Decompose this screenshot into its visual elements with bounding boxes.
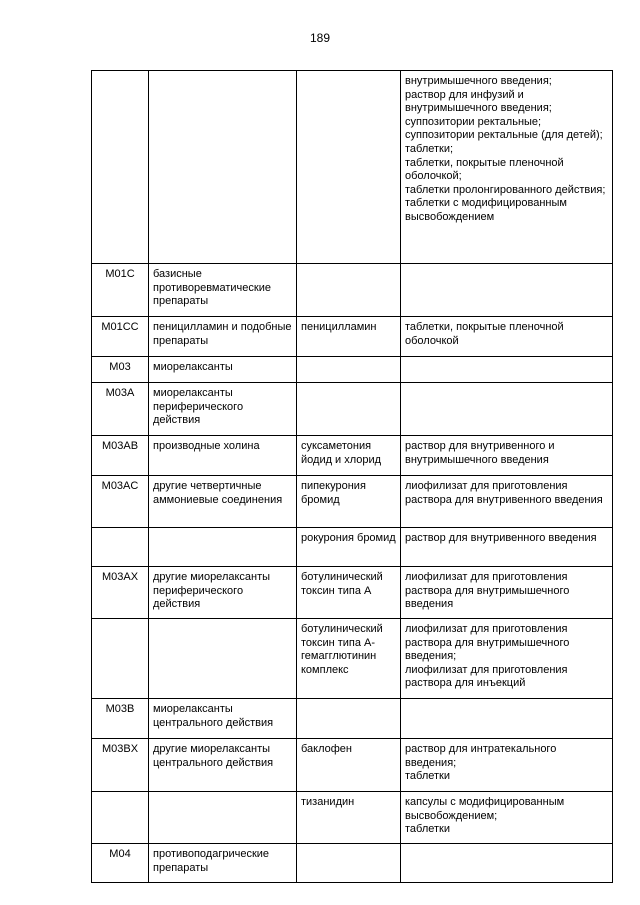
- drug-name-cell: тизанидин: [297, 792, 401, 844]
- pharmacological-group-cell: другие миорелаксанты центрального действия: [149, 739, 297, 792]
- table-row: [92, 699, 613, 739]
- atc-code-cell: M01CC: [92, 317, 149, 357]
- pharmacological-group-cell: другие четвертичные аммониевые соединения: [149, 476, 297, 528]
- atc-code-cell: M03: [92, 357, 149, 383]
- pharmacological-group-cell: другие миорелаксанты периферического действия: [149, 567, 297, 619]
- table-row: [92, 383, 613, 436]
- pharmacological-group-cell: миорелаксанты периферического действия: [149, 383, 297, 436]
- dosage-form-cell: лиофилизат для приготовления раствора для внутривенного введения: [401, 476, 613, 528]
- atc-code-cell: M01C: [92, 264, 149, 317]
- pharmacological-group-cell: [149, 71, 297, 264]
- table-row: [92, 71, 613, 264]
- atc-code-cell: [92, 619, 149, 699]
- dosage-form-cell: [401, 264, 613, 317]
- drug-name-cell: баклофен: [297, 739, 401, 792]
- pharmacological-group-cell: [149, 619, 297, 699]
- table-row: [92, 792, 613, 844]
- table-row: [92, 317, 613, 357]
- table-row: [92, 619, 613, 699]
- table-row: [92, 528, 613, 567]
- pharmacological-group-cell: противоподагрические препараты: [149, 844, 297, 883]
- pharmacological-group-cell: [149, 528, 297, 567]
- atc-code-cell: [92, 528, 149, 567]
- drug-name-cell: пипекурония бромид: [297, 476, 401, 528]
- dosage-form-cell: таблетки, покрытые пленочной оболочкой: [401, 317, 613, 357]
- dosage-form-cell: [401, 699, 613, 739]
- dosage-form-cell: лиофилизат для приготовления раствора для внутримышечного введения: [401, 567, 613, 619]
- atc-code-cell: [92, 71, 149, 264]
- atc-code-cell: M03AC: [92, 476, 149, 528]
- atc-code-cell: M03B: [92, 699, 149, 739]
- atc-code-cell: M03AX: [92, 567, 149, 619]
- atc-code-cell: [92, 792, 149, 844]
- atc-code-cell: M03A: [92, 383, 149, 436]
- drug-name-cell: суксаметония йодид и хлорид: [297, 436, 401, 476]
- table-row: [92, 567, 613, 619]
- dosage-form-cell: капсулы с модифицированным высвобождением; таблетки: [401, 792, 613, 844]
- table-body: [92, 71, 613, 883]
- dosage-form-cell: внутримышечного введения; раствор для инфузий и внутримышечного введения; суппозитории ректальные; суппозитории ректальные (для детей); таблетки; таблетки, покрытые пленочной оболочкой; таблетки пролонгированного действия; таблетки с модифицированным высвобождением: [401, 71, 613, 264]
- table-row: [92, 357, 613, 383]
- dosage-form-cell: [401, 844, 613, 883]
- dosage-form-cell: раствор для внутривенного и внутримышечного введения: [401, 436, 613, 476]
- drug-name-cell: [297, 844, 401, 883]
- drug-name-cell: пеницилламин: [297, 317, 401, 357]
- drug-name-cell: ботулинический токсин типа A: [297, 567, 401, 619]
- page-number: 189: [309, 31, 331, 45]
- dosage-form-cell: лиофилизат для приготовления раствора для внутримышечного введения; лиофилизат для приготовления раствора для инъекций: [401, 619, 613, 699]
- pharmacological-group-cell: базисные противоревматические препараты: [149, 264, 297, 317]
- dosage-form-cell: раствор для внутривенного введения: [401, 528, 613, 567]
- table-row: [92, 476, 613, 528]
- atc-code-cell: M03BX: [92, 739, 149, 792]
- table-row: [92, 844, 613, 883]
- table-row: [92, 436, 613, 476]
- dosage-form-cell: [401, 383, 613, 436]
- atc-code-cell: M04: [92, 844, 149, 883]
- pharmacological-group-cell: производные холина: [149, 436, 297, 476]
- drug-table: [91, 70, 613, 883]
- drug-name-cell: ботулинический токсин типа A-гемагглютинин комплекс: [297, 619, 401, 699]
- pharmacological-group-cell: [149, 792, 297, 844]
- dosage-form-cell: [401, 357, 613, 383]
- drug-name-cell: рокурония бромид: [297, 528, 401, 567]
- pharmacological-group-cell: миорелаксанты: [149, 357, 297, 383]
- drug-name-cell: [297, 357, 401, 383]
- table-row: [92, 739, 613, 792]
- drug-name-cell: [297, 699, 401, 739]
- drug-name-cell: [297, 71, 401, 264]
- table-row: [92, 264, 613, 317]
- dosage-form-cell: раствор для интратекального введения; таблетки: [401, 739, 613, 792]
- pharmacological-group-cell: пеницилламин и подобные препараты: [149, 317, 297, 357]
- atc-code-cell: M03AB: [92, 436, 149, 476]
- drug-name-cell: [297, 383, 401, 436]
- drug-name-cell: [297, 264, 401, 317]
- pharmacological-group-cell: миорелаксанты центрального действия: [149, 699, 297, 739]
